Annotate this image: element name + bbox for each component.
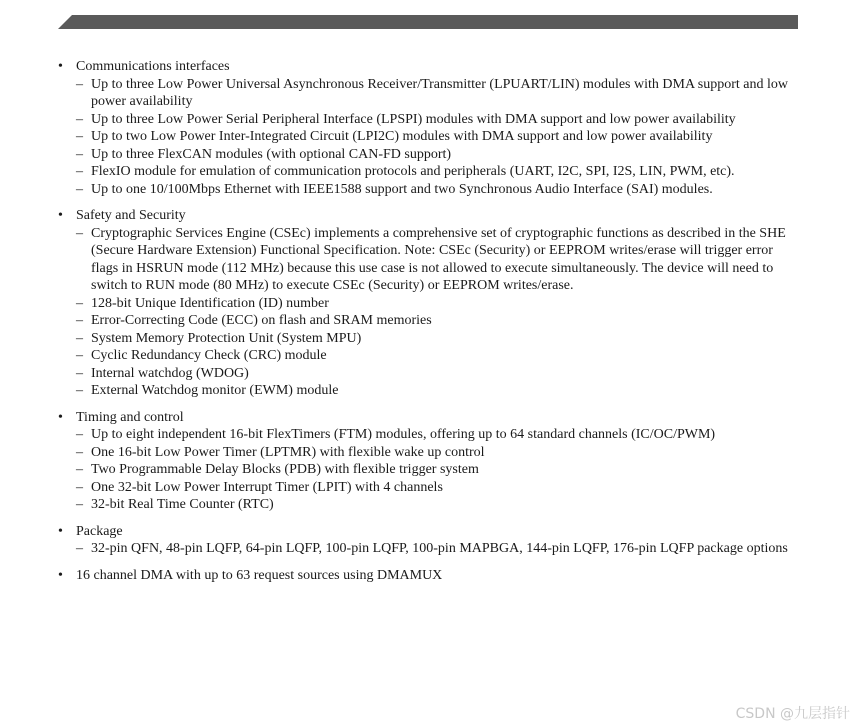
list-item	[58, 76, 798, 111]
list-item	[58, 365, 798, 383]
section-title: 16 channel DMA with up to 63 request sources using DMAMUX	[76, 567, 443, 583]
section-communications	[58, 58, 798, 198]
list-item	[58, 128, 798, 146]
dash-mark: –	[76, 462, 83, 477]
bullet-mark: •	[58, 409, 63, 425]
list-item	[58, 330, 798, 348]
list-item-text: Cyclic Redundancy Check (CRC) module	[91, 348, 327, 363]
list-item-text: 32-bit Real Time Counter (RTC)	[91, 497, 274, 512]
list-item-text: Cryptographic Services Engine (CSEc) implements a comprehensive set of cryptographic functions as described in the SHE (Secure Hardware Extension) Functional Specification. Note: CSEc (Security) or EEPROM writes/erase will trigger error flags in HSRUN mode (112 MHz) because this use case is not allowed to execute simultaneously. The device will need to switch to RUN mode (80 MHz) to execute CSEc (Security) or EEPROM writes/erase.	[91, 225, 786, 293]
list-item	[58, 163, 798, 181]
list-item-text: 32-pin QFN, 48-pin LQFP, 64-pin LQFP, 100-pin LQFP, 100-pin MAPBGA, 144-pin LQFP, 176-pin LQFP package options	[91, 541, 788, 556]
list-item	[58, 146, 798, 164]
list-item	[58, 111, 798, 129]
bullet-mark: •	[58, 208, 63, 223]
list-item	[58, 382, 798, 400]
dash-mark: –	[76, 348, 83, 363]
list-item	[58, 181, 798, 199]
dash-mark: –	[76, 225, 83, 241]
dash-mark: –	[76, 129, 83, 144]
list-item	[58, 461, 798, 479]
list-item	[58, 225, 798, 295]
section-timing-control	[58, 409, 798, 514]
section-title: Safety and Security	[76, 208, 186, 223]
list-item-text: Up to two Low Power Inter-Integrated Circuit (LPI2C) modules with DMA support and low power availability	[91, 129, 713, 144]
dash-mark: –	[76, 365, 83, 381]
dash-mark: –	[76, 111, 83, 127]
dash-mark: –	[76, 181, 83, 197]
list-item-text: Up to three Low Power Serial Peripheral Interface (LPSPI) modules with DMA support and low power availability	[91, 111, 736, 127]
dash-mark: –	[76, 541, 83, 556]
list-item-text: Up to one 10/100Mbps Ethernet with IEEE1588 support and two Synchronous Audio Interface (SAI) modules.	[91, 181, 713, 197]
dash-mark: –	[76, 427, 83, 442]
section-heading	[58, 409, 798, 427]
list-item-text: System Memory Protection Unit (System MPU)	[91, 330, 362, 346]
list-item-text: Up to eight independent 16-bit FlexTimers (FTM) modules, offering up to 64 standard channels (IC/OC/PWM)	[91, 427, 716, 442]
list-item-text: Up to three Low Power Universal Asynchronous Receiver/Transmitter (LPUART/LIN) modules with DMA support and low power availability	[91, 76, 788, 109]
list-item-text: One 16-bit Low Power Timer (LPTMR) with flexible wake up control	[91, 444, 485, 460]
dash-mark: –	[76, 497, 83, 512]
dash-mark: –	[76, 295, 83, 311]
section-title: Timing and control	[76, 409, 184, 425]
dash-mark: –	[76, 330, 83, 346]
list-item	[58, 426, 798, 444]
list-item-text: One 32-bit Low Power Interrupt Timer (LPIT) with 4 channels	[91, 479, 443, 495]
list-item	[58, 479, 798, 497]
list-item-text: Error-Correcting Code (ECC) on flash and SRAM memories	[91, 313, 432, 328]
dash-mark: –	[76, 444, 83, 460]
watermark: CSDN @九层指针	[735, 706, 850, 722]
section-heading	[58, 207, 798, 225]
list-item-text: Internal watchdog (WDOG)	[91, 365, 249, 381]
bullet-mark: •	[58, 59, 63, 74]
dash-mark: –	[76, 383, 83, 398]
section-heading	[58, 523, 798, 541]
section-package	[58, 523, 798, 558]
list-item	[58, 312, 798, 330]
bullet-mark: •	[58, 523, 63, 539]
bullet-mark: •	[58, 567, 63, 583]
dash-mark: –	[76, 146, 83, 162]
list-item-text: Two Programmable Delay Blocks (PDB) with flexible trigger system	[91, 462, 479, 477]
list-item-text: FlexIO module for emulation of communication protocols and peripherals (UART, I2C, SPI, I2S, LIN, PWM, etc).	[91, 164, 735, 179]
dash-mark: –	[76, 479, 83, 495]
list-item	[58, 496, 798, 514]
list-item	[58, 444, 798, 462]
section-dma	[58, 567, 798, 585]
header-bar	[58, 15, 798, 29]
list-item	[58, 347, 798, 365]
dash-mark: –	[76, 76, 83, 92]
section-heading	[58, 58, 798, 76]
list-item	[58, 540, 798, 558]
dash-mark: –	[76, 313, 83, 328]
section-safety-security	[58, 207, 798, 400]
section-title: Communications interfaces	[76, 59, 230, 74]
section-title: Package	[76, 523, 123, 539]
list-item-text: 128-bit Unique Identification (ID) number	[91, 295, 329, 311]
section-heading	[58, 567, 798, 585]
list-item-text: Up to three FlexCAN modules (with optional CAN-FD support)	[91, 146, 452, 162]
feature-list	[58, 58, 798, 593]
list-item	[58, 295, 798, 313]
list-item-text: External Watchdog monitor (EWM) module	[91, 383, 339, 398]
dash-mark: –	[76, 164, 83, 179]
